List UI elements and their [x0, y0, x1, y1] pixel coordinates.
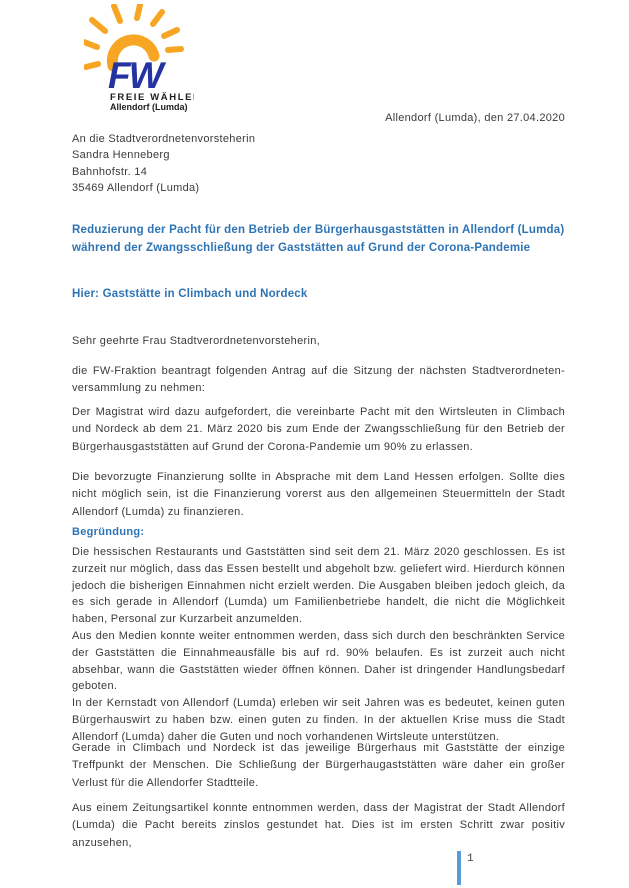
date-line: Allendorf (Lumda), den 27.04.2020: [385, 112, 565, 124]
begruendung-paragraph: In der Kernstadt von Allendorf (Lumda) erleben wir seit Jahren was es bedeutet, keinen guten Bürgerhauswirt zu haben bzw. einen guten zu finden. In der aktuellen Krise muss die Stadt Allendorf (Lumda) daher die Guten und noch vorhandenen Wirtsleute unterstützen.: [72, 697, 565, 743]
fw-logo: [84, 4, 194, 112]
salutation: Sehr geehrte Frau Stadtverordnetenvorsteherin,: [72, 335, 320, 347]
subject-heading: Reduzierung der Pacht für den Betrieb der Bürgerhausgaststätten in Allendorf (Lumda) während der Zwangsschließung der Gaststätten auf Grund der Corona-Pandemie: [72, 224, 565, 255]
recipient-line: Bahnhofstr. 14: [72, 165, 148, 178]
logo-place-text: Allendorf (Lumda): [110, 102, 188, 112]
begruendung-paragraph: Aus den Medien konnte weiter entnommen werden, dass sich durch den beschränkten Service der Gaststätten die Einnahmeausfälle bis auf rd. 90% belaufen. Es ist zurzeit auch nicht absehbar, wann die Gaststätten wieder öffnen können. Daher ist dringender Handlungsbedarf geboten.: [72, 629, 565, 693]
sun-icon: [84, 4, 194, 112]
recipient-line: Sandra Henneberg: [72, 149, 170, 162]
logo-org-text: FREIE WÄHLER: [110, 92, 194, 103]
motion-paragraph: Der Magistrat wird dazu aufgefordert, die vereinbarte Pacht mit den Wirtsleuten in Climbach und Nordeck ab dem 21. März 2020 bis zum Ende der Zwangsschließung für den Betrieb der Bürgerhausgaststätten auf Grund der Corona-Pandemie um 90% zu erlassen.: [72, 406, 565, 453]
recipient-line: 35469 Allendorf (Lumda): [72, 182, 200, 195]
closing-paragraph: Aus einem Zeitungsartikel konnte entnommen werden, dass der Magistrat der Stadt Allendorf (Lumda) die Pacht bereits zinslos gestundet hat. Dies ist im ersten Schritt zwar positiv anzusehen,: [72, 802, 565, 849]
page-number: 1: [467, 853, 474, 865]
intro-paragraph: die FW-Fraktion beantragt folgenden Antrag auf die Sitzung der nächsten Stadtverordneten-versammlung zu nehmen:: [72, 365, 565, 395]
begruendung-paragraph: Die hessischen Restaurants und Gaststätten sind seit dem 21. März 2020 geschlossen. Es ist zurzeit nur möglich, dass das Essen bestellt und abgeholt bzw. geliefert wird. Hierdurch können jedoch die bisherigen Einnahmen nicht erzielt werden. Die Ausgaben bleiben jedoch gleich, da es sich gerade in Allendorf (Lumda) um Familienbetriebe handelt, die nicht die Möglichkeit haben, Personal zur Kurzarbeit anzumelden.: [72, 546, 565, 626]
recipient-line: An die Stadtverordnetenvorsteherin: [72, 133, 256, 145]
logo-fw-text: FW: [108, 55, 162, 96]
footer-accent-bar: [457, 851, 461, 885]
closing-paragraph: Gerade in Climbach und Nordeck ist das jeweilige Bürgerhaus mit Gaststätte der einzige Treffpunkt der Menschen. Die Schließung der Bürgerhaugaststätten wäre daher ein großer Verlust für die Allendorfer Stadtteile.: [72, 742, 565, 789]
begruendung-block: [72, 544, 565, 746]
motion-paragraph: Die bevorzugte Finanzierung sollte in Absprache mit dem Land Hessen erfolgen. Sollte dies nicht möglich sein, ist die Finanzierung vorerst aus den allgemeinen Steuermitteln der Stadt Allendorf (Lumda) zu finanzieren.: [72, 471, 565, 518]
begruendung-heading: Begründung:: [72, 526, 145, 538]
recipient-address: [72, 131, 565, 197]
subject-reference: Hier: Gaststätte in Climbach und Nordeck: [72, 288, 308, 300]
